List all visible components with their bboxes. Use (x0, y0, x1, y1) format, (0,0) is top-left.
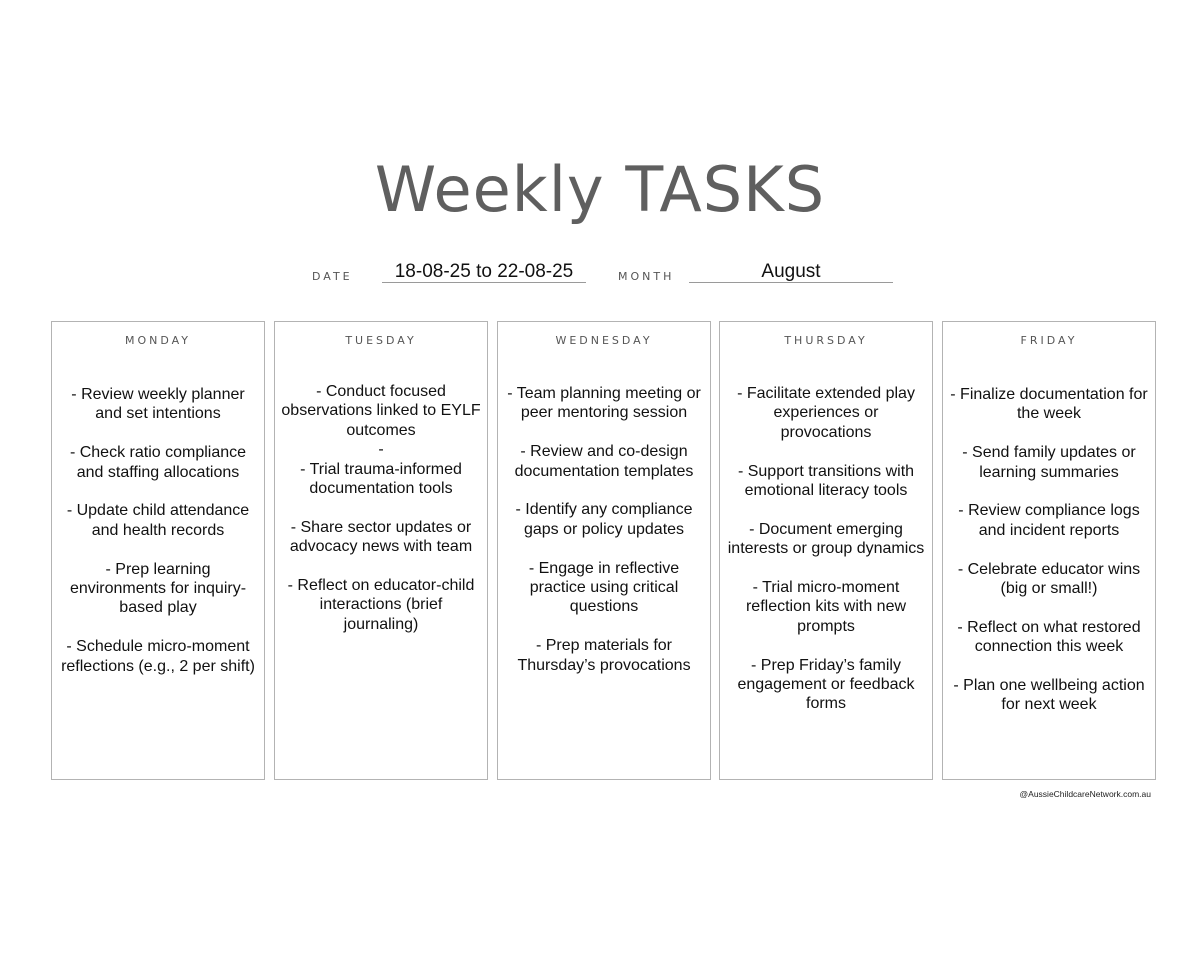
task-item: - Facilitate extended play experiences or provocations (737, 385, 915, 441)
task-item: - Prep learning environments for inquiry-based play (69, 560, 247, 617)
day-heading: TUESDAY (345, 334, 417, 347)
task-item: - Check ratio compliance and staffing allocations (69, 444, 247, 481)
day-column-tuesday (274, 321, 488, 780)
task-list (726, 384, 926, 733)
day-heading: WEDNESDAY (555, 334, 653, 347)
date-label: DATE (312, 270, 353, 283)
day-column-monday (51, 321, 265, 780)
task-item: - Trial micro-moment reflection kits with new prompts (745, 579, 907, 635)
day-heading: MONDAY (124, 334, 192, 347)
day-heading: FRIDAY (1020, 334, 1078, 347)
task-item: - Trial trauma-informed documentation tools (300, 460, 462, 498)
task-list (281, 382, 481, 654)
task-item: - Identify any compliance gaps or policy updates (515, 501, 693, 538)
task-item: - (378, 441, 384, 459)
task-item: - Reflect on what restored connection this week (957, 618, 1141, 656)
task-item: - Send family updates or learning summaries (962, 444, 1136, 481)
task-item: - Support transitions with emotional literacy tools (737, 462, 915, 500)
task-item: - Engage in reflective practice using critical questions (528, 559, 680, 616)
task-item: - Share sector updates or advocacy news with team (289, 518, 473, 556)
task-item: - Finalize documentation for the week (950, 386, 1148, 423)
task-item: - Celebrate educator wins (big or small!) (957, 560, 1141, 598)
task-item: - Update child attendance and health records (66, 502, 250, 539)
task-item: - Reflect on educator-child interactions (brief journaling) (287, 577, 475, 633)
date-field[interactable]: 18-08-25 to 22-08-25 (382, 261, 586, 283)
task-item: - Prep materials for Thursday’s provocations (517, 637, 691, 674)
task-item: - Review and co-design documentation templates (514, 443, 694, 480)
month-field[interactable]: August (689, 261, 893, 283)
task-item: - Review weekly planner and set intentions (71, 386, 245, 423)
task-item: - Schedule micro-moment reflections (e.g., 2 per shift) (61, 638, 255, 675)
task-list (504, 384, 704, 694)
task-item: - Document emerging interests or group dynamics (727, 520, 925, 558)
day-column-friday (942, 321, 1156, 780)
task-list (58, 385, 258, 695)
credit-watermark: @AussieChildcareNetwork.com.au (1019, 789, 1151, 799)
day-column-thursday (719, 321, 933, 780)
task-item: - Review compliance logs and incident reports (958, 502, 1140, 539)
day-heading: THURSDAY (784, 334, 868, 347)
task-item: - Plan one wellbeing action for next week (953, 677, 1145, 714)
task-item: - Team planning meeting or peer mentoring session (507, 385, 701, 422)
task-item: - Prep Friday’s family engagement or feedback forms (737, 656, 915, 713)
day-column-wednesday (497, 321, 711, 780)
task-list (949, 385, 1149, 734)
page-title: Weekly TASKS (374, 153, 826, 226)
month-label: MONTH (618, 270, 675, 283)
task-item: - Conduct focused observations linked to EYLF outcomes (281, 383, 481, 439)
